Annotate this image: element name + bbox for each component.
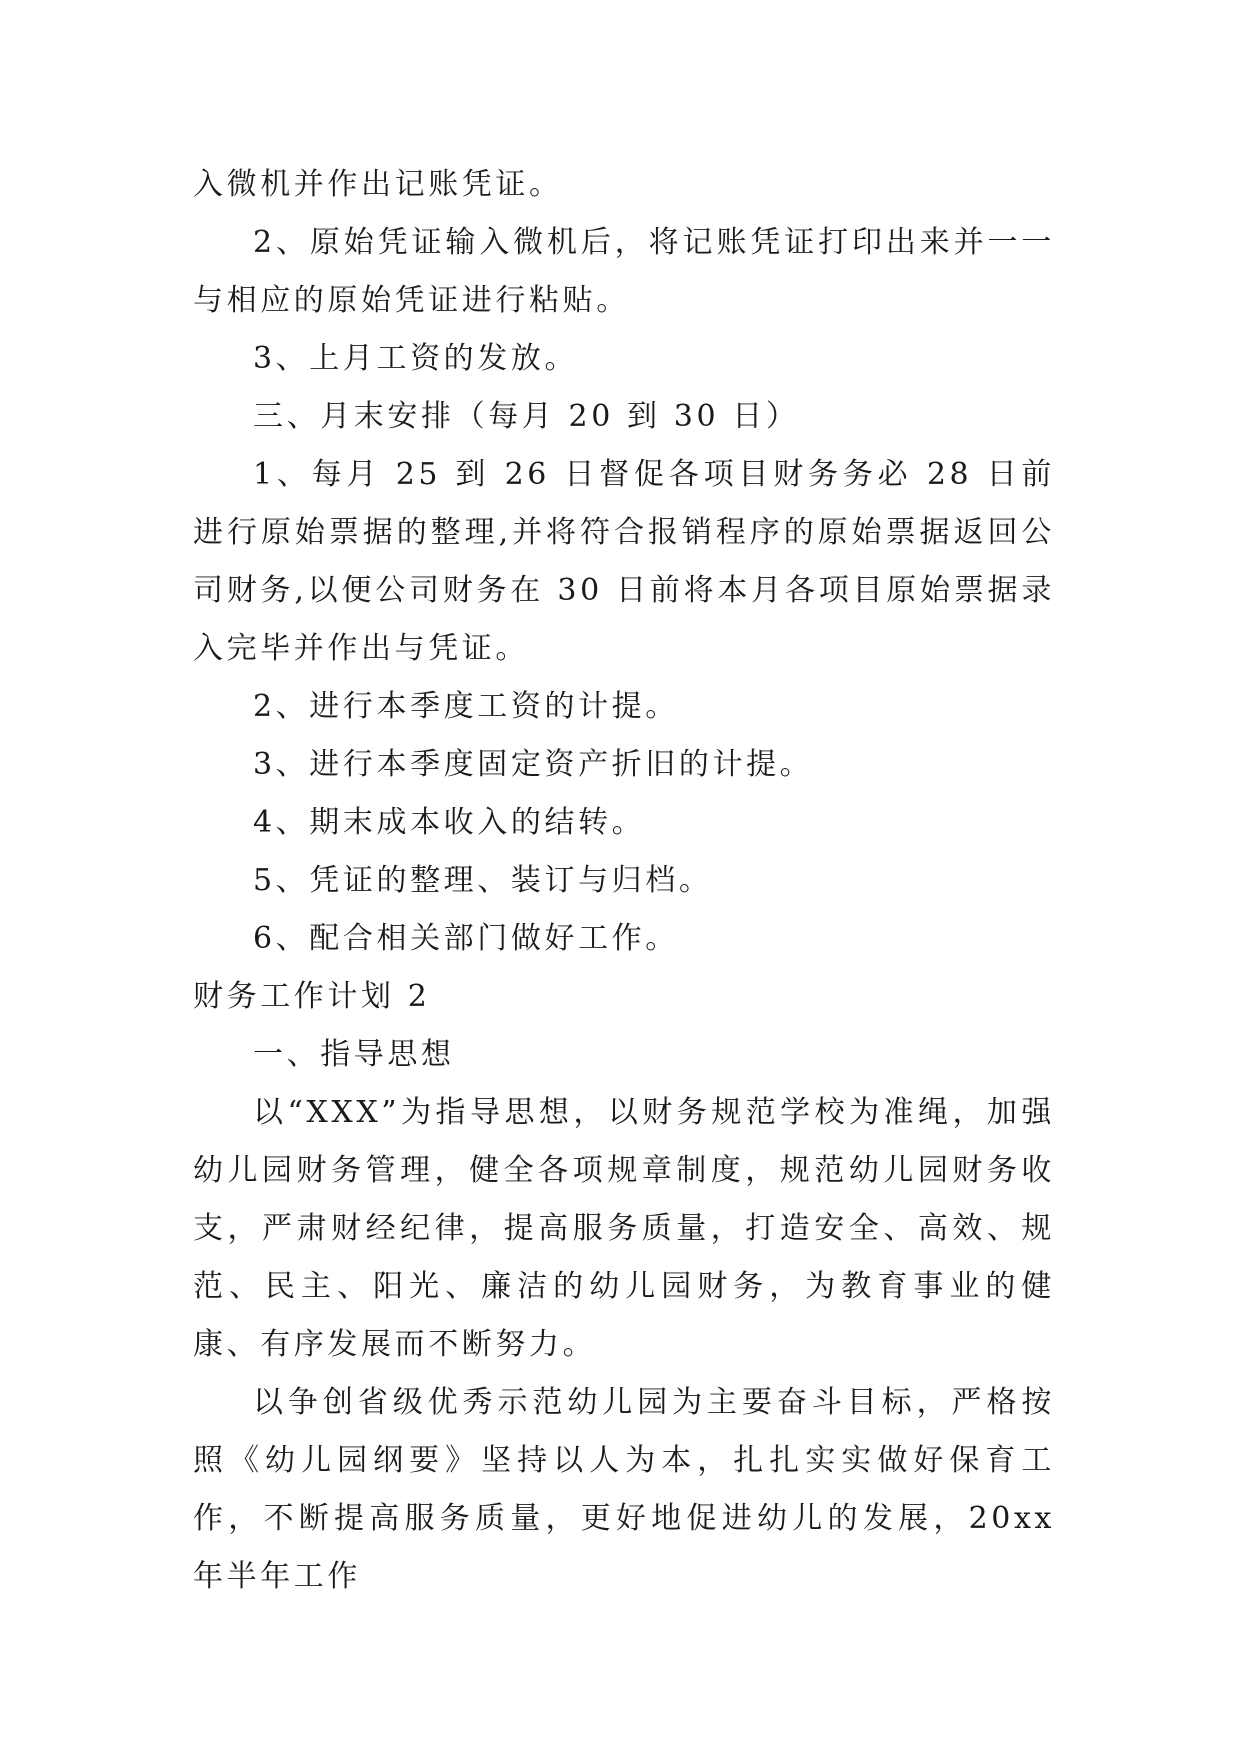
paragraph-item-2-print-vouchers: 2、原始凭证输入微机后，将记账凭证打印出来并一一与相应的原始凭证进行粘贴。 (193, 225, 1055, 318)
paragraph-item-2-salary-accrual: 2、进行本季度工资的计提。 (253, 689, 679, 724)
paragraph-item-5-archiving: 5、凭证的整理、装订与归档。 (253, 863, 713, 898)
paragraph-item-4-carry-forward: 4、期末成本收入的结转。 (253, 805, 646, 840)
paragraph-item-1-receipts: 1、每月 25 到 26 日督促各项目财务务必 28 日前进行原始票据的整理,并将符合报销程序的原始票据返回公司财务,以便公司财务在 30 日前将本月各项目原始票据录入完毕并作出与凭证。 (193, 457, 1055, 666)
section-heading-month-end: 三、月末安排（每月 20 到 30 日） (253, 399, 800, 434)
paragraph-goal: 以争创省级优秀示范幼儿园为主要奋斗目标，严格按照《幼儿园纲要》坚持以人为本，扎扎实实做好保育工作，不断提高服务质量，更好地促进幼儿的发展，20xx 年半年工作 (193, 1385, 1055, 1594)
paragraph-item-3-depreciation: 3、进行本季度固定资产折旧的计提。 (253, 747, 814, 782)
paragraph-guiding-ideology: 以“XXX”为指导思想，以财务规范学校为准绳，加强幼儿园财务管理，健全各项规章制度，规范幼儿园财务收支，严肃财经纪律，提高服务质量，打造安全、高效、规范、民主、阳光、廉洁的幼儿园财务，为教育事业的健康、有序发展而不断努力。 (193, 1095, 1055, 1362)
paragraph-item-3-salary-payment: 3、上月工资的发放。 (253, 341, 579, 376)
section-heading-guiding-ideology: 一、指导思想 (253, 1037, 455, 1072)
paragraph-item-6-cooperation: 6、配合相关部门做好工作。 (253, 921, 679, 956)
document-body (193, 156, 1055, 1606)
document-subtitle: 财务工作计划 2 (193, 979, 431, 1014)
paragraph-continuation: 入微机并作出记账凭证。 (193, 167, 563, 202)
